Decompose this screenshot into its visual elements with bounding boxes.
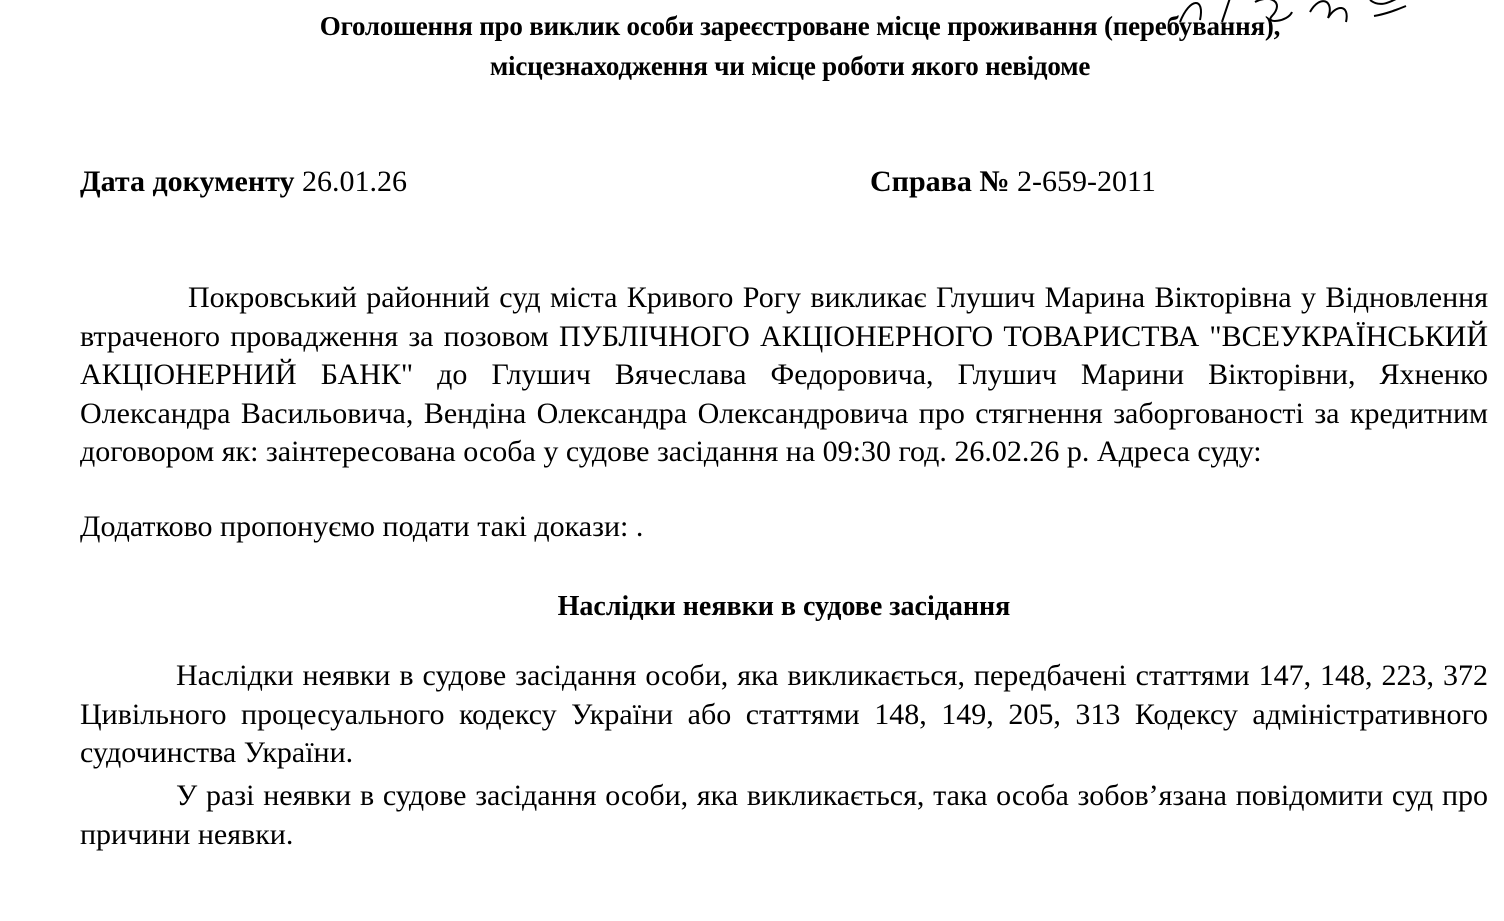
document-date-label: Дата документу: [80, 165, 295, 198]
evidence-paragraph: Додатково пропонуємо подати такі докази: .: [80, 510, 644, 543]
case-number: [870, 162, 1156, 202]
document-title-line-1: Оголошення про виклик особи зареєстроване місце проживання (перебування),: [319, 11, 1281, 41]
notification-paragraph: У разі неявки в судове засідання особи, яка викликається, така особа зобов’язана повідомити суд про причини неявки.: [80, 779, 1488, 851]
summons-paragraph: Покровський районний суд міста Кривого Рогу викликає Глушич Марина Вікторівна у Відновлення втраченого провадження за позовом ПУБЛІЧНОГО АКЦІОНЕРНОГО ТОВАРИСТВА "ВСЕУКРАЇНСЬКИЙ АКЦІОНЕРНИЙ БАНК" до Глушич Вячеслава Федоровича, Глушич Марини Вікторівни, Яхненко Олександра Васильовича, Вендіна Олександра Олександровича про стягнення заборгованості за кредитним договором як: заінтересована особа у судове засідання на 09:30 год. 26.02.26 р. Адреса суду:: [80, 281, 1488, 468]
document-date-value: 26.01.26: [301, 165, 407, 198]
consequences-paragraph: Наслідки неявки в судове засідання особи, яка викликається, передбачені статтями 147, 148, 223, 372 Цивільного процесуального кодексу України або статтями 148, 149, 205, 313 Кодексу адміністративного судочинства України.: [80, 659, 1488, 769]
case-number-label: Справа №: [870, 165, 1010, 198]
document-date: [80, 162, 407, 202]
document-title-line-2: місцезнаходження чи місце роботи якого невідоме: [489, 51, 1091, 81]
section-heading: Наслідки неявки в судове засідання: [557, 591, 1011, 622]
case-number-value: 2-659-2011: [1016, 165, 1156, 198]
